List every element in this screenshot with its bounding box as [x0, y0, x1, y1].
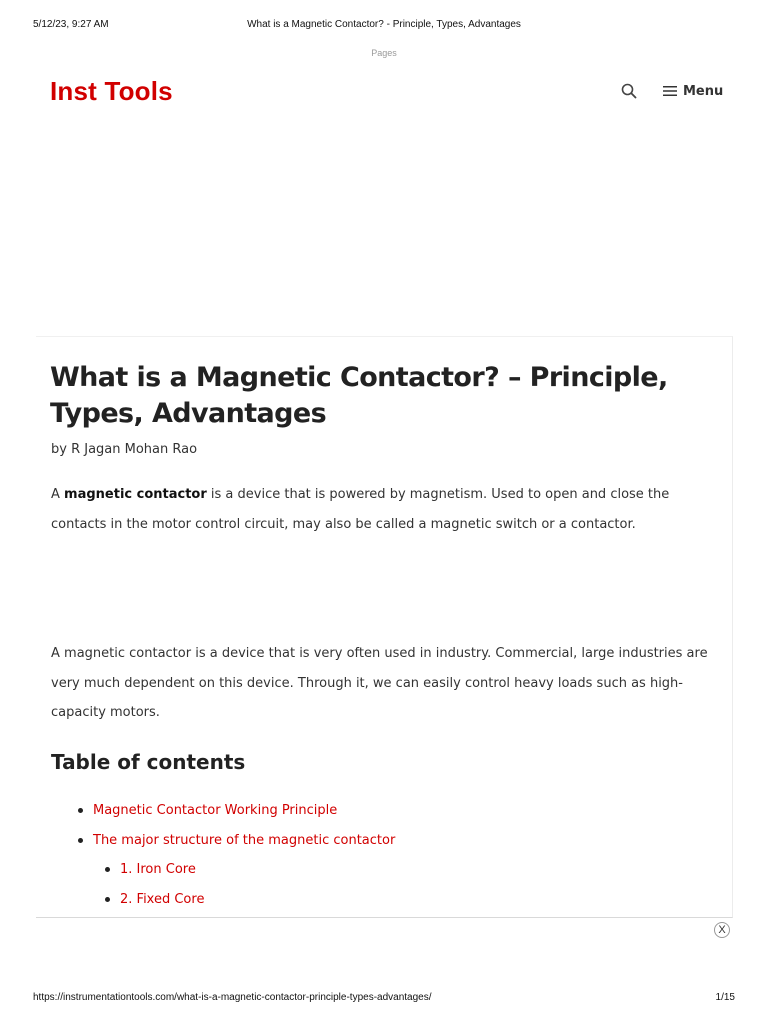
usage-paragraph: A magnetic contactor is a device that is very often used in industry. Commercial, large industries are very much dependent on this device. Through it, we can easily control heavy loads such as high-capacity motors.	[51, 646, 708, 720]
search-icon	[619, 81, 639, 101]
print-datetime: 5/12/23, 9:27 AM	[33, 19, 109, 30]
site-logo[interactable]: Inst Tools	[50, 76, 173, 106]
pages-label: Pages	[371, 48, 397, 58]
intro-paragraph	[51, 480, 721, 539]
toc-subitem	[103, 855, 395, 885]
toc-link-iron-core[interactable]: 1. Iron Core	[120, 862, 196, 877]
toc-link-working-principle[interactable]: Magnetic Contactor Working Principle	[93, 803, 338, 818]
toc-subitem	[103, 885, 395, 915]
print-header	[0, 0, 768, 40]
toc-item	[76, 826, 395, 915]
toc-heading: Table of contents	[51, 750, 246, 774]
intro-prefix: A	[51, 487, 65, 502]
article-byline: by R Jagan Mohan Rao	[51, 442, 198, 457]
toc-sublist	[98, 855, 395, 914]
site-header	[0, 70, 768, 114]
intro-bold-term: magnetic contactor	[64, 487, 207, 502]
article-title: What is a Magnetic Contactor? – Principle, Types, Advantages	[50, 362, 668, 429]
toc-list	[76, 796, 395, 914]
search-button[interactable]	[619, 81, 639, 101]
print-doc-title: What is a Magnetic Contactor? - Principle, Types, Advantages	[247, 19, 521, 30]
print-url: https://instrumentationtools.com/what-is-a-magnetic-contactor-principle-types-advantages/	[33, 992, 432, 1003]
menu-button[interactable]	[663, 80, 723, 102]
print-page-number: 1/15	[715, 992, 735, 1003]
toc-link-fixed-core[interactable]: 2. Fixed Core	[120, 891, 205, 907]
toc-link-major-structure[interactable]: The major structure of the magnetic contactor	[93, 832, 396, 848]
close-ad-button[interactable]: X	[714, 922, 730, 938]
hamburger-icon	[663, 85, 677, 97]
toc-item	[76, 796, 395, 826]
menu-label: Menu	[683, 83, 724, 99]
intro-suffix: is a device that is powered by magnetism. Used to open and close the contacts in the motor control circuit, may also be called a magnetic switch or a contactor.	[51, 487, 670, 532]
